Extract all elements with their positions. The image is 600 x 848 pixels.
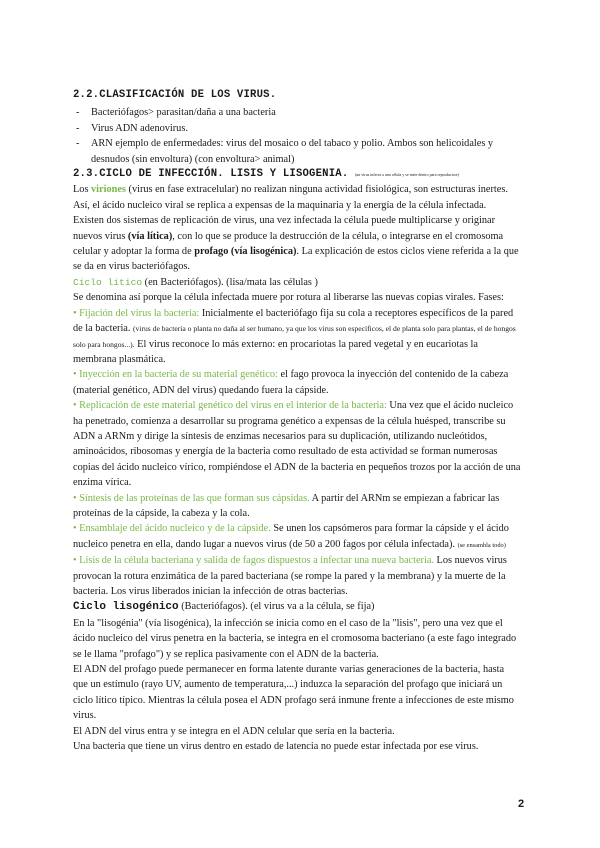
lisogenico-p2: El ADN del profago puede permanecer en forma latente durante varias generaciones de la bacteria, hasta que un estímulo (rayo UV, aumento de temperatura,...) induzca la separación del profago que iniciará un ciclo lítico típico. Mientras la célula posea el ADN profago será inmune frente a infecciones de este mismo virus.: [73, 664, 514, 722]
list-item: - Virus ADN adenovirus.: [73, 121, 521, 136]
lisogenico-title: Ciclo lisogénico: [73, 601, 179, 614]
phase-label: • Ensamblaje del ácido nucleico y de la cápside.: [73, 523, 271, 535]
profago-term: profago (vía lisogénica): [194, 246, 297, 258]
page-content: [73, 88, 521, 754]
list-item: - Bacteriófagos> parasitan/daña a una bacteria: [73, 105, 521, 120]
litico-title: Ciclo lítico: [73, 276, 143, 288]
litico-intro: Se denomina así porque la célula infectada muere por rotura al liberarse las nuevas copias virales. Fases:: [73, 292, 504, 304]
classification-list: [73, 105, 521, 167]
section-2-3-title: 2.3.CICLO DE INFECCIÓN. LISIS Y LISOGENIA.: [73, 168, 349, 181]
section-2-3-note: (un virus infecta a una célula y se mete dentro para reproducirse): [354, 172, 459, 178]
phase-replicacion: • Replicación de este material genético del virus en el interior de la bacteria: Una vez que el ácido nucleico ha penetrado, comienza a desarrollar su programa genético a expensas de la célula huésped, transcribe su ADN a ARNm y dirige la síntesis de enzimas necesarios para su duplicación, utilizando nucleótidos, aminoácidos, ribosomas y energía de la bacteria como resultado de esta actividad se forman numerosas copias del ácido nucleico vírico, rompiéndose el ADN de la bacteria en pequeños trozos por la acción de una enzima vírica.: [73, 400, 521, 489]
paragraph-virions: Los viriones (virus en fase extracelular) no realizan ninguna actividad fisiológica, son estructuras inertes.: [73, 184, 508, 196]
phase-ensamblaje: • Ensamblaje del ácido nucleico y de la cápside. Se unen los capsómeros para formar la cápside y el ácido nucleico penetra en ella, dando lugar a nuevos virus (de 50 a 200 fagos por célula infectada). (se ensambla todo): [73, 523, 509, 550]
paragraph-systems: Existen dos sistemas de replicación de virus, una vez infectada la célula puede multiplicarse y originar nuevos virus (vía lítica), con lo que se produce la destrucción de la célula, o integrarse en el cromosoma celular y adoptar la forma de profago (vía lisogénica). La explicación de estos ciclos viene referida a la que se da en virus bacteriófagos.: [73, 215, 519, 273]
section-2-3-heading: [73, 167, 521, 182]
section-2-2-heading: 2.2.CLASIFICACIÓN DE LOS VIRUS.: [73, 89, 277, 101]
litico-heading: Ciclo lítico (en Bacteriófagos). (lisa/mata las células ): [73, 276, 318, 288]
phase-lisis: • Lisis de la célula bacteriana y salida de fagos dispuestos a infectar una nueva bacteria. Los nuevos virus provocan la rotura enzimática de la pared bacteriana (se rompe la pared y la membrana) y la muerte de la bacteria. Los virus liberados inician la infección de otras bacterias.: [73, 555, 507, 597]
page-number: 2: [518, 798, 525, 810]
litica-term: (vía lítica): [127, 230, 173, 242]
virions-term: viriones: [91, 184, 126, 196]
phase-sintesis: • Síntesis de las proteínas de las que forman sus cápsidas. A partir del ARNm se empiezan a fabricar las proteínas de la cápside, la cabeza y la cola.: [73, 492, 500, 519]
phase-label: • Síntesis de las proteínas de las que forman sus cápsidas.: [73, 492, 310, 504]
phase-inyeccion: • Inyección en la bacteria de su material genético: el fago provoca la inyección del contenido de la cabeza (material genético, ADN del virus) quedando fuera la cápside.: [73, 369, 509, 396]
phase-label: • Replicación de este material genético del virus en el interior de la bacteria:: [73, 400, 387, 412]
phase-label: • Lisis de la célula bacteriana y salida de fagos dispuestos a infectar una nueva bacteria.: [73, 555, 434, 567]
lisogenico-heading: Ciclo lisogénico (Bacteriófagos). (el virus va a la célula, se fija): [73, 601, 375, 614]
phase-fijacion: • Fijación del virus la bacteria: Inicialmente el bacteriófago fija su cola a receptores específicos de la pared de la bacteria. (virus de bacteria o planta no daña al ser humano, ya que los virus son específicos, el de planta solo para plantas, el de hongos solo para hongos...). El virus reconoce lo más externo: en procariotas la pared vegetal y en eucariotas la membrana plasmática.: [73, 307, 516, 365]
paragraph-replication: Así, el ácido nucleico viral se replica a expensas de la maquinaria y la energía de la célula infectada.: [73, 199, 487, 211]
lisogenico-p4: Una bacteria que tiene un virus dentro en estado de latencia no puede estar infectada por ese virus.: [73, 741, 479, 753]
phase-label: • Inyección en la bacteria de su material genético:: [73, 369, 278, 381]
list-item: - ARN ejemplo de enfermedades: virus del mosaico o del tabaco y polio. Ambos son helicoidales y desnudos (sin envoltura) (con envoltura> animal): [73, 136, 521, 167]
lisogenico-p1: En la "lisogénia" (vía lisogénica), la infección se inicia como en el caso de la "lisis", pero una vez que el ácido nucleico del virus penetra en la bacteria, se integra en el cromosoma bacteriano (a este fago integrado se le llama "profago") y se replica pasivamente con el ADN de la bacteria.: [73, 617, 517, 660]
phase-label: • Fijación del virus la bacteria:: [73, 307, 200, 319]
lisogenico-p3: El ADN del virus entra y se integra en el ADN celular que sería en la bacteria.: [73, 725, 395, 737]
